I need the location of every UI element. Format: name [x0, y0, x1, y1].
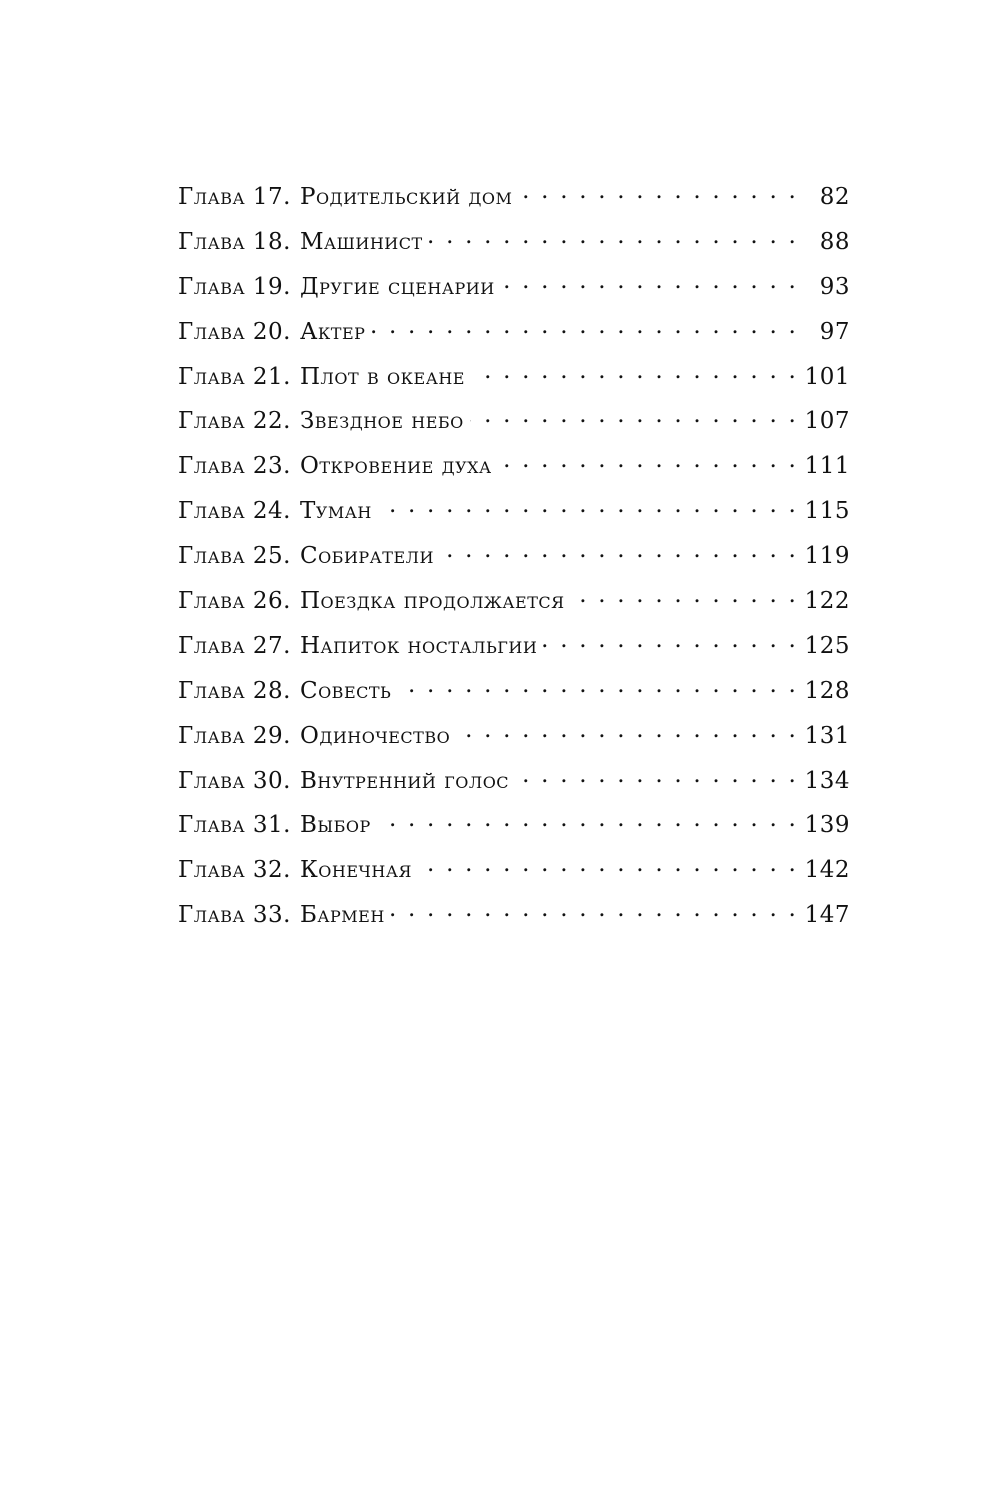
chapter-title: Внутренний голос — [299, 767, 510, 794]
toc-entry — [178, 809, 850, 854]
chapter-label: Глава 31. — [178, 812, 291, 839]
chapter-title: Совесть — [299, 677, 392, 704]
chapter-label: Глава 26. — [178, 588, 291, 615]
toc-entry — [178, 765, 850, 810]
toc-entry — [178, 495, 850, 540]
dot-leader — [456, 720, 798, 743]
dot-leader — [371, 316, 798, 339]
page-number: 139 — [804, 812, 850, 839]
dot-leader — [391, 899, 798, 922]
page-number: 147 — [804, 902, 850, 929]
dot-leader — [377, 809, 798, 832]
chapter-label: Глава 32. — [178, 857, 291, 884]
page-number: 131 — [804, 722, 850, 749]
chapter-label: Глава 20. — [178, 318, 291, 345]
toc-entry — [178, 271, 850, 316]
chapter-title: Актер — [299, 318, 366, 345]
chapter-label: Глава 27. — [178, 632, 291, 659]
toc-entry — [178, 450, 850, 495]
dot-leader — [498, 450, 798, 473]
chapter-label: Глава 19. — [178, 273, 291, 300]
page-number: 88 — [819, 228, 850, 255]
dot-leader — [501, 271, 798, 294]
toc-entry — [178, 361, 850, 406]
toc-entry — [178, 720, 850, 765]
dot-leader — [543, 630, 798, 653]
chapter-label: Глава 30. — [178, 767, 291, 794]
dot-leader — [518, 181, 798, 204]
page-number: 119 — [804, 543, 850, 570]
toc-entry — [178, 675, 850, 720]
chapter-title: Туман — [299, 498, 372, 525]
toc-entry — [178, 540, 850, 585]
chapter-label: Глава 22. — [178, 408, 291, 435]
chapter-title: Собиратели — [299, 543, 434, 570]
chapter-title: Конечная — [299, 857, 412, 884]
dot-leader — [571, 585, 798, 608]
page-number: 125 — [804, 632, 850, 659]
page-number: 111 — [804, 453, 850, 480]
page-number: 97 — [819, 318, 850, 345]
chapter-title: Родительский дом — [299, 184, 513, 210]
page-number: 101 — [804, 363, 850, 390]
toc-entry — [178, 585, 850, 630]
chapter-title: Другие сценарии — [299, 273, 495, 300]
toc-entry — [178, 854, 850, 899]
chapter-title: Поездка продолжается — [299, 588, 565, 615]
chapter-title: Звездное небо — [299, 408, 464, 435]
chapter-label: Глава 29. — [178, 722, 291, 749]
page-number: 134 — [804, 767, 850, 794]
chapter-title: Машинист — [299, 228, 423, 255]
chapter-title: Одиночество — [299, 722, 451, 749]
chapter-label: Глава 25. — [178, 543, 291, 570]
chapter-label: Глава 23. — [178, 453, 291, 480]
toc-entry — [178, 316, 850, 361]
chapter-label: Глава 24. — [178, 498, 291, 525]
chapter-label: Глава 28. — [178, 677, 291, 704]
dot-leader — [471, 361, 798, 384]
page-number: 82 — [819, 184, 850, 210]
toc-entry — [178, 630, 850, 675]
dot-leader — [470, 405, 798, 428]
dot-leader — [397, 675, 798, 698]
chapter-title: Откровение духа — [299, 453, 492, 480]
dot-leader — [418, 854, 798, 877]
dot-leader — [429, 226, 798, 249]
dot-leader — [378, 495, 798, 518]
dot-leader — [515, 765, 798, 788]
page-number: 115 — [804, 498, 850, 525]
page-number: 142 — [804, 857, 850, 884]
chapter-label: Глава 17. — [178, 184, 291, 210]
table-of-contents — [178, 181, 850, 944]
chapter-label: Глава 21. — [178, 363, 291, 390]
toc-entry — [178, 226, 850, 271]
page-number: 107 — [804, 408, 850, 435]
page-number: 122 — [804, 588, 850, 615]
page-number: 128 — [804, 677, 850, 704]
chapter-title: Выбор — [299, 812, 371, 839]
toc-entry — [178, 405, 850, 450]
toc-entry — [178, 181, 850, 226]
dot-leader — [440, 540, 798, 563]
toc-entry — [178, 899, 850, 944]
chapter-label: Глава 18. — [178, 228, 291, 255]
chapter-title: Напиток ностальгии — [299, 632, 538, 659]
page-number: 93 — [819, 273, 850, 300]
chapter-title: Плот в океане — [299, 363, 465, 390]
chapter-label: Глава 33. — [178, 902, 291, 929]
chapter-title: Бармен — [299, 902, 385, 929]
